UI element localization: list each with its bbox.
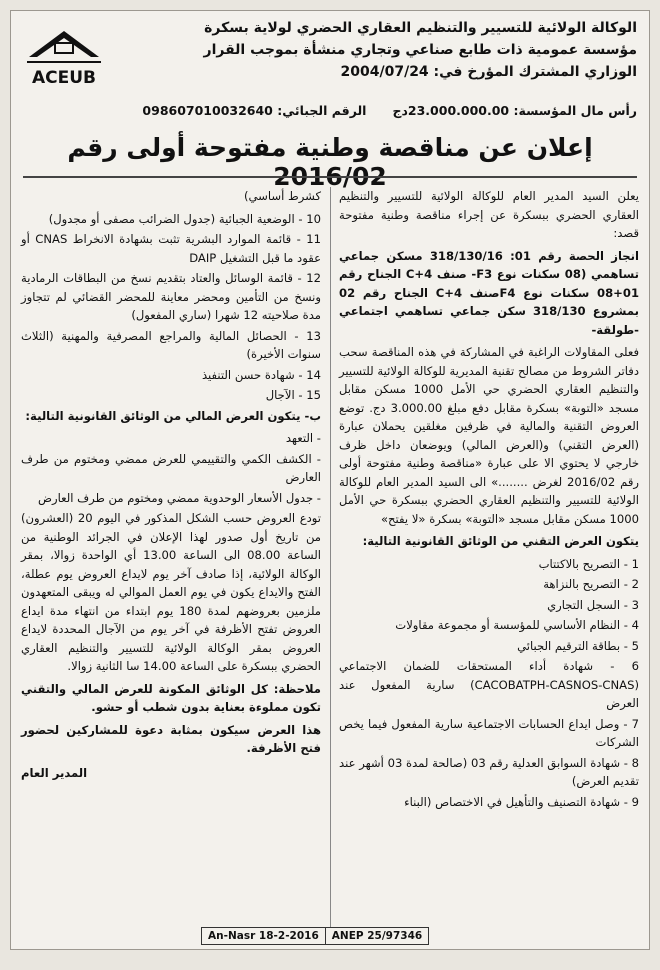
deposit-text: تودع العروض حسب الشكل المذكور في اليوم 20 (العشرون) من تاريخ أول صدور لهذا الإعلان في الجرائد الوطنية من الساعة 08.00 الى الساعة 13.00 أي الواحدة زوالا، بمقر الوكالة الولائية، إذا صادف آخر يوم لايداع العروض يوم عطلة، الفتح والايداع يكون في يوم العمل الموالي له ويبقى المتعهدون ملزمين بعروضهم لمدة 180 يوم ابتداء من انتهاء مدة ايداع العروض تفتح الأظرفة في آخر يوم من الآجال المحددة لايداع العروض بمقر الوكالة الولائية للتسيير والتنظيم العقاري الحضري ببسكرة على الساعة 14.00 سا الثانية زوالا.: [21, 511, 321, 673]
org-line-1: الوكالة الولائية للتسيير والتنظيم العقاري الحضري لولاية بسكرة: [204, 20, 637, 36]
column-divider: [330, 187, 331, 927]
list-item: 1 - التصريح بالاكتتاب: [538, 556, 639, 571]
list-item: 14 - شهادة حسن التنفيذ: [201, 367, 321, 382]
list-item: 15 - الآجال: [265, 388, 321, 402]
list-item: - الكشف الكمي والتقييمي للعرض ممضي ومختوم من طرف العارض: [21, 451, 321, 484]
org-line-3: الوزاري المشترك المؤرخ في: 2004/07/24: [340, 64, 637, 80]
notice-title: إعلان عن مناقصة وطنية مفتوحة أولى رقم 2016/02: [67, 133, 593, 191]
financial-offer-heading: ب- يتكون العرض المالي من الوثائق القانونية التالية:: [25, 408, 321, 423]
tech-offer-list: [339, 555, 639, 812]
right-column: [339, 187, 639, 813]
newspaper-notice: [10, 10, 650, 950]
agency-name: [117, 17, 637, 83]
instructions-text: فعلى المقاولات الراغبة في المشاركة في هذه المناقصة سحب دفاتر الشروط من مصالح تقنية المديرية للوكالة الولائية للتسيير والتنظيم العقاري الحضري حي الأمل 1000 مسكن مقابل مسجد «التوبة» بسكرة مقابل دفع مبلغ 3.000.00 دج. توضع العروض التقنية والمالية في ظرفين مغلقين يحملان عبارة (العرض التقني) و(العرض المالي) ويوضعان داخل ظرف خارجي لا يحتوي الا على عبارة «مناقصة وطنية مفتوحة أولى رقم 2016/02 لغرض ........» الى السيد المدير العام للوكالة الولائية للتسيير والتنظيم العقاري الحضري ببسكرة حي الأمل 1000 مسكن مقابل مسجد «التوبة» بسكرة «لا يفتح»: [339, 345, 639, 526]
project-description: انجاز الحصة رقم 01: 318/130/16 مسكن جماعي تساهمي (08 سكنات نوع F3- صنف C+4 الجناح رقم 01+08 سكنات نوع F4صنف C+4 الجناح رقم 02 بمشروع 318/130 سكن جماعي تساهمي اجتماعي -طولقة-: [339, 248, 640, 337]
header: [17, 17, 643, 121]
list-item: 4 - النظام الأساسي للمؤسسة أو مجموعة مقاولات: [395, 618, 639, 632]
list-item: 2 - التصريح بالنزاهة: [543, 577, 639, 591]
tech-offer-heading: يتكون العرض التقني من الوثائق القانونية التالية:: [362, 534, 639, 548]
publication-footer: [201, 927, 429, 945]
list-item: 9 - شهادة التصنيف والتأهيل في الاختصاص (البناء: [404, 794, 639, 809]
tech-offer-list-cont: [21, 210, 321, 405]
list-item: 12 - قائمة الوسائل والعتاد بتقديم نسخ من البطاقات الرمادية ونسخ من التأمين ومحضر معاينة للمحضر القضائي لم تتجاوز مدة صلاحيته 12 شهرا (ساري المفعول): [21, 271, 321, 322]
org-line-2: مؤسسة عمومية ذات طابع صناعي وتجاري منشأة بموجب القرار: [203, 42, 637, 58]
invitation-text: هذا العرض سيكون بمثابة دعوة للمشاركين لحضور فتح الأظرفة.: [21, 722, 321, 755]
list-item: 8 - شهادة السوابق العدلية رقم 03 (صالحة لمدة 03 أشهر عند تقديم العرض): [339, 755, 639, 788]
list-item: 10 - الوضعية الجبائية (جدول الضرائب مصفى أو مجدول): [48, 211, 321, 226]
list-item: - التعهد: [285, 431, 321, 445]
list-item: 11 - قائمة الموارد البشرية تثبت بشهادة الانخراط CNAS أو عقود ما قبل التشغيل DAIP: [21, 232, 321, 265]
list-item: 5 - بطاقة الترقيم الجبائي: [517, 638, 639, 653]
signature: المدير العام: [21, 765, 88, 780]
capital-line: [17, 103, 637, 118]
capital-amount: رأس مال المؤسسة: 23.000.000.00دج: [392, 103, 637, 118]
list-item: 6 - شهادة أداء المستحقات للضمان الاجتماعي (CACOBATPH-CASNOS-CNAS) سارية المفعول عند العرض: [339, 659, 639, 710]
financial-offer-list: [21, 429, 321, 507]
list-item: 7 - وصل ايداع الحسابات الاجتماعية سارية المفعول فيما يخص الشركات: [339, 716, 639, 749]
list-item: 3 - السجل التجاري: [547, 597, 639, 612]
left-column: [21, 187, 321, 782]
title-rule: [23, 176, 637, 178]
newspaper-ref: An-Nasr 18-2-2016: [208, 930, 319, 942]
list-item: 13 - الحصائل المالية والمراجع المصرفية والمهنية (الثلاث سنوات الأخيرة): [21, 328, 321, 361]
logo-text: ACEUB: [31, 68, 97, 88]
list-item: - جدول الأسعار الوحدوية ممضي ومختوم من طرف العارض: [37, 490, 321, 505]
tax-id: الرقم الجبائي: 098607010032640: [142, 103, 367, 118]
agency-logo-icon: [21, 21, 107, 91]
continuation-text: كشرط أساسي): [243, 189, 321, 203]
note-text: ملاحظة: كل الوثائق المكونة للعرض المالي والتقني تكون مملوءة بعناية بدون شطب أو حشو.: [21, 681, 321, 714]
intro-text: يعلن السيد المدير العام للوكالة الولائية للتسيير والتنظيم العقاري الحضري ببسكرة عن إجراء مناقصة وطنية مفتوحة قصد:: [339, 189, 639, 240]
anep-ref: ANEP 25/97346: [325, 928, 428, 944]
